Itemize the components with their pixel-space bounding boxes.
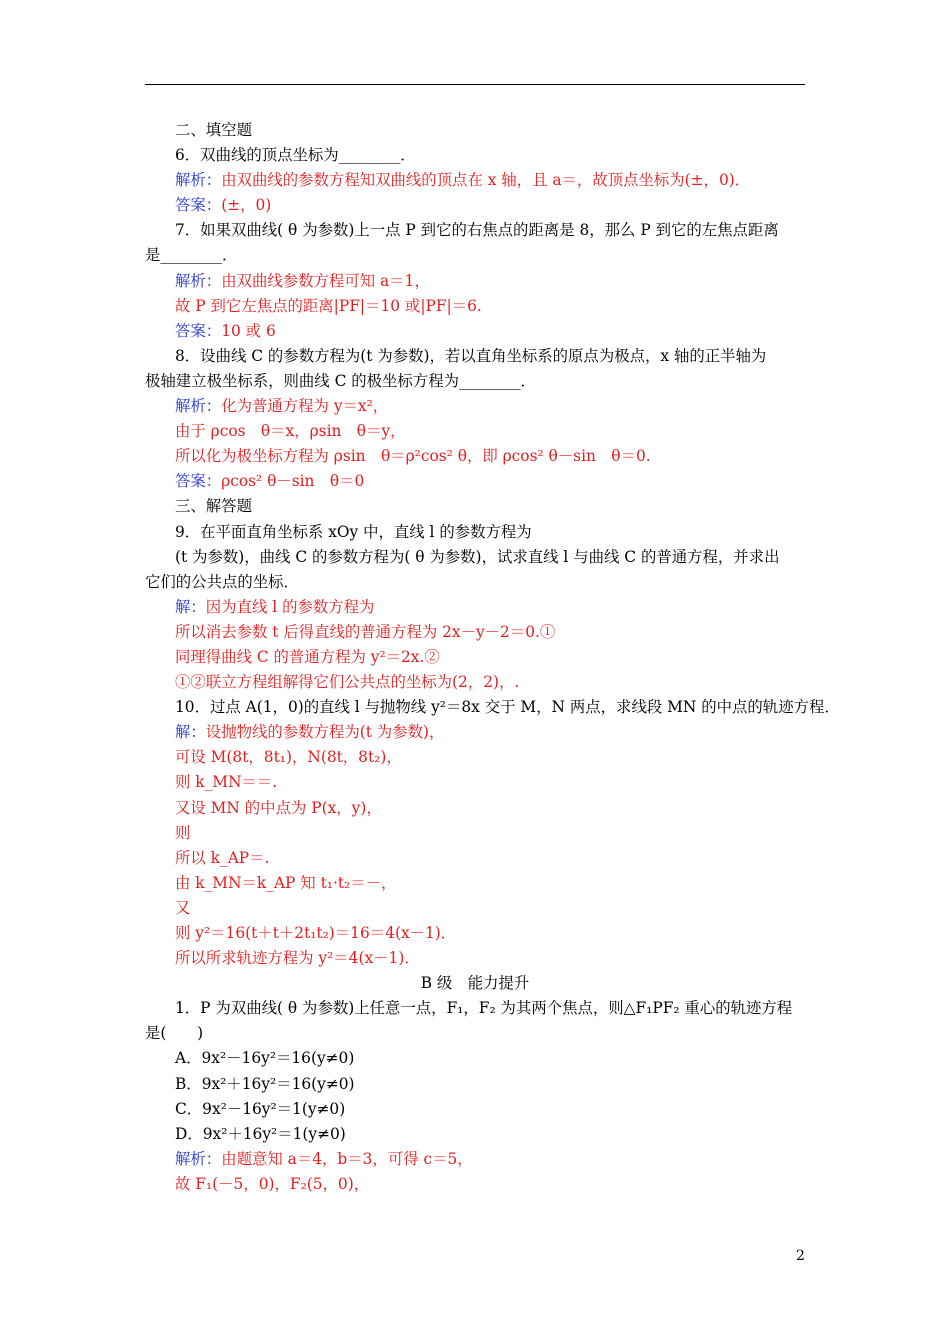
text-segment: 故 F₁(－5，0)，F₂(5，0)， [175,1174,370,1193]
text-line [145,545,805,570]
text-line [145,670,805,695]
text-line [145,971,805,996]
text-line [145,294,805,319]
text-segment: 由于 ρcos θ＝x，ρsin θ＝y， [175,422,406,441]
answer-label: 答案： [175,196,222,215]
text-segment: 因为直线 l 的参数方程为 [205,597,375,616]
text-segment: 由双曲线参数方程可知 a＝1， [221,271,430,290]
text-line [145,1072,805,1097]
text-segment: 设抛物线的参数方程为(t 为参数)， [205,723,445,742]
text-line [145,269,805,294]
answer-label: 答案： [175,321,222,340]
text-segment: 二、填空题 [175,121,252,139]
text-segment: 8．设曲线 C 的参数方程为(t 为参数)，若以直角坐标系的原点为极点，x 轴的正半轴为 [175,346,767,365]
text-line [145,369,805,394]
text-line [145,695,840,720]
text-line [145,1147,805,1172]
text-line [145,1021,805,1046]
answer-label: 解析： [175,1149,222,1168]
text-line [145,520,805,545]
answer-label: 解： [175,723,206,742]
text-line [145,419,805,444]
text-segment: 所以化为极坐标方程为 ρsin θ＝ρ²cos² θ，即 ρcos² θ－sin θ＝0. [175,447,651,466]
text-line [145,946,805,971]
text-line [145,193,805,218]
text-line [145,720,805,745]
text-line [145,595,805,620]
text-segment: (±，0) [221,196,272,215]
text-line [145,896,805,921]
answer-label: 解析： [175,271,222,290]
text-line [145,1172,805,1197]
text-line [145,444,805,469]
text-line [145,1046,805,1071]
text-segment: 由 k_MN＝k_AP 知 t₁·t₂＝－， [175,873,397,892]
text-line [145,745,805,770]
text-segment: 7．如果双曲线( θ 为参数)上一点 P 到它的右焦点的距离是 8，那么 P 到它的左焦点距离 [175,221,779,240]
text-segment: (t 为参数)，曲线 C 的参数方程为( θ 为参数)，试求直线 l 与曲线 C 的普通方程，并求出 [175,547,780,566]
text-line [145,1097,805,1122]
text-segment: ①②联立方程组解得它们公共点的坐标为(2，2)，. [175,673,520,692]
text-segment: 极轴建立极坐标系，则曲线 C 的极坐标方程为________． [145,371,536,390]
text-line [145,118,805,143]
text-segment: 10．过点 A(1，0)的直线 l 与抛物线 y²＝8x 交于 M，N 两点，求线段 MN 的中点的轨迹方程． [175,698,840,717]
text-segment: 它们的公共点的坐标． [145,572,299,591]
text-segment: 6．双曲线的顶点坐标为________． [175,146,416,165]
text-line [145,620,805,645]
text-segment: 三、解答题 [175,497,252,516]
text-line [145,394,805,419]
text-segment: 则 [175,823,191,842]
answer-label: 解： [175,597,206,616]
text-segment: B．9x²＋16y²＝16(y≠0) [175,1074,355,1093]
text-line [145,821,805,846]
answer-label: 解析： [175,171,222,190]
text-line [145,168,805,193]
text-line [145,921,805,946]
text-segment: A．9x²－16y²＝16(y≠0) [175,1049,355,1068]
text-segment: 故 P 到它左焦点的距离|PF|＝10 或|PF|＝6. [175,296,482,315]
text-line [145,469,805,494]
text-segment: C．9x²－16y²＝1(y≠0) [175,1099,346,1118]
text-line [145,1122,805,1147]
text-line [145,344,805,369]
text-segment: 由双曲线的参数方程知双曲线的顶点在 x 轴，且 a＝，故顶点坐标为(±，0)． [221,171,751,190]
text-line [145,143,805,168]
text-segment: 化为普通方程为 y＝x²， [221,397,389,416]
answer-label: 解析： [175,397,222,416]
text-line [145,494,805,519]
answer-label: 答案： [175,472,222,491]
text-line [145,319,805,344]
text-segment: 是________． [145,246,238,265]
text-segment: 10 或 6 [221,321,276,340]
text-segment: 是( ) [145,1024,204,1043]
text-line [145,645,805,670]
text-segment: 同理得曲线 C 的普通方程为 y²＝2x.② [175,647,440,666]
text-segment: 所以消去参数 t 后得直线的普通方程为 2x－y－2＝0.① [175,622,556,641]
document-body [145,118,840,1197]
text-line [145,996,805,1021]
text-line [145,218,805,243]
text-segment: 可设 M(8t，8t₁)，N(8t，8t₂)， [175,748,402,767]
text-segment: ρcos² θ－sin θ＝0 [221,472,365,491]
header-rule [145,84,805,85]
text-line [145,570,805,595]
text-segment: 则 k_MN＝＝. [175,773,278,792]
text-line [145,243,805,268]
text-line [145,770,805,795]
text-segment: 1．P 为双曲线( θ 为参数)上任意一点，F₁，F₂ 为其两个焦点，则△F₁PF₂ 重心的轨迹方程 [175,999,793,1018]
text-segment: 所以 k_AP＝. [175,848,270,867]
text-segment: 又 [175,898,191,917]
text-segment: 又设 MN 的中点为 P(x，y)， [175,798,382,817]
page-number: 2 [796,1248,805,1264]
text-segment: 所以所求轨迹方程为 y²＝4(x－1)． [175,949,420,968]
text-segment: 由题意知 a＝4，b＝3，可得 c＝5， [221,1149,473,1168]
text-segment: 9．在平面直角坐标系 xOy 中，直线 l 的参数方程为 [175,522,532,541]
text-line [145,796,805,821]
text-segment: D．9x²＋16y²＝1(y≠0) [175,1124,346,1143]
text-segment: B 级 能力提升 [420,974,530,993]
text-line [145,871,805,896]
text-segment: 则 y²＝16(t＋t＋2t₁t₂)＝16＝4(x－1)． [175,924,457,942]
text-line [145,846,805,871]
